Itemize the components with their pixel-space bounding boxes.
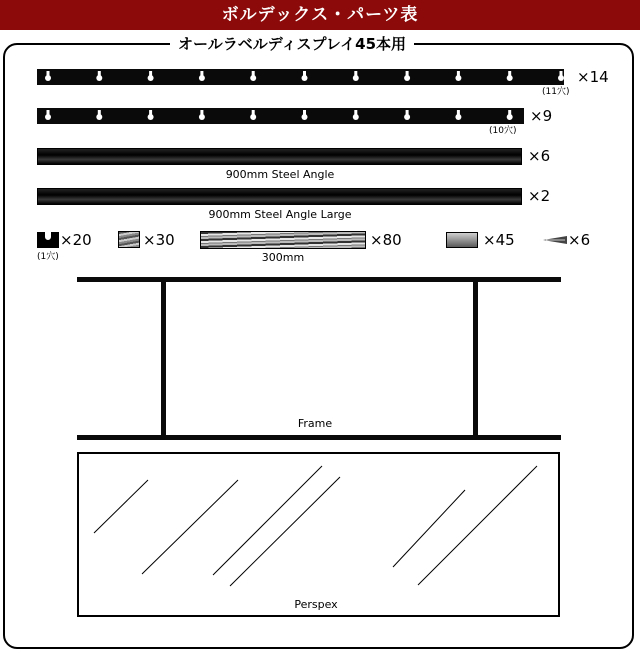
frame-label: Frame xyxy=(297,417,333,430)
steel-angle-large-qty: ×2 xyxy=(528,187,551,205)
steel-angle-label: 900mm Steel Angle xyxy=(225,168,335,181)
wood-strip-qty: ×80 xyxy=(370,231,402,249)
rail-11-qty: ×14 xyxy=(577,68,609,86)
bracket-note: (1穴) xyxy=(37,252,59,262)
rail-10-qty: ×9 xyxy=(530,107,553,125)
panel-title: オールラベルディスプレイ45本用 xyxy=(170,34,414,54)
rail-10-note: (10穴) xyxy=(489,126,517,136)
screw-qty: ×6 xyxy=(568,231,591,249)
steel-angle-large-label: 900mm Steel Angle Large xyxy=(208,208,352,221)
pad-qty: ×45 xyxy=(483,231,515,249)
bracket-qty: ×20 xyxy=(60,231,92,249)
steel-angle-qty: ×6 xyxy=(528,147,551,165)
perspex-label: Perspex xyxy=(294,598,338,611)
rail-11-note: (11穴) xyxy=(542,87,570,97)
block-qty: ×30 xyxy=(143,231,175,249)
wood-strip-label: 300mm xyxy=(261,251,305,264)
page-header: ボルデックス・パーツ表 xyxy=(0,0,640,30)
